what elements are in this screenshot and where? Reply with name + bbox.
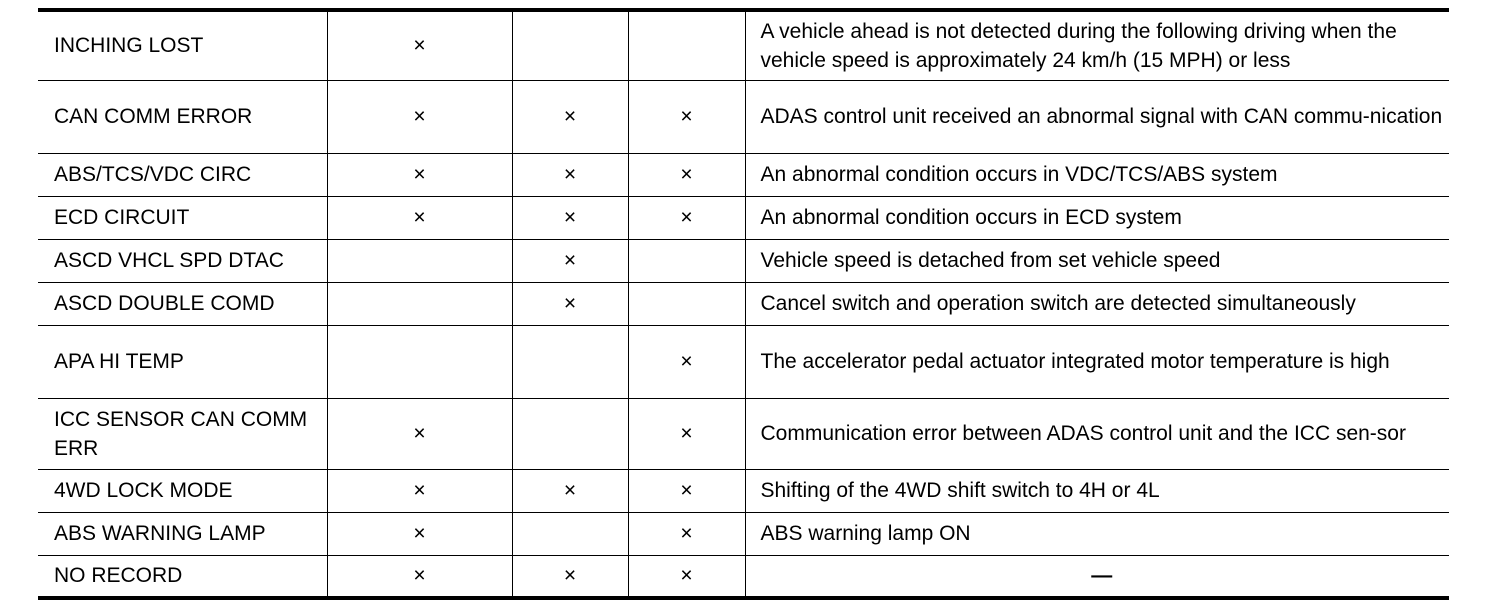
item-name: ABS/TCS/VDC CIRC	[38, 153, 327, 196]
table-row	[38, 325, 1449, 398]
item-name: NO RECORD	[54, 564, 183, 588]
item-description: Vehicle speed is detached from set vehicle speed	[745, 239, 1449, 282]
table-row	[38, 555, 1449, 598]
mark-col-1: ×	[327, 10, 512, 80]
mark-col-2: ×	[512, 153, 628, 196]
table-row	[38, 469, 1449, 512]
mark-col-1: ×	[327, 555, 512, 598]
mark-col-1: ×	[327, 398, 512, 469]
item-description: —	[745, 555, 1449, 598]
table-row	[38, 80, 1449, 153]
mark-col-1: ×	[327, 80, 512, 153]
item-name: ASCD DOUBLE COMD	[38, 282, 327, 325]
item-name: CAN COMM ERROR	[38, 80, 327, 153]
mark-col-1: ×	[327, 512, 512, 555]
item-name: ABS WARNING LAMP	[38, 512, 327, 555]
mark-col-1: ×	[327, 196, 512, 239]
mark-col-2: ×	[512, 239, 628, 282]
item-description: Shifting of the 4WD shift switch to 4H or 4L	[745, 469, 1449, 512]
mark-col-2	[512, 512, 628, 555]
item-description: ABS warning lamp ON	[745, 512, 1449, 555]
item-description: Cancel switch and operation switch are detected simultaneously	[745, 282, 1449, 325]
item-description: An abnormal condition occurs in VDC/TCS/ABS system	[745, 153, 1449, 196]
mark-col-1	[327, 239, 512, 282]
mark-col-1	[327, 282, 512, 325]
table-row	[38, 282, 1449, 325]
mark-col-3: ×	[628, 153, 745, 196]
mark-col-3	[628, 282, 745, 325]
mark-col-1: ×	[327, 469, 512, 512]
diagnosis-table	[38, 8, 1449, 600]
mark-col-3	[628, 10, 745, 80]
table-row	[38, 196, 1449, 239]
mark-col-3: ×	[628, 398, 745, 469]
item-name: ASCD VHCL SPD DTAC	[38, 239, 327, 282]
mark-col-2	[512, 398, 628, 469]
item-description: A vehicle ahead is not detected during the following driving when the vehicle speed is approximately 24 km/h (15 MPH) or less	[745, 10, 1449, 80]
item-name: INCHING LOST	[38, 10, 327, 80]
mark-col-2: ×	[512, 469, 628, 512]
item-name: APA HI TEMP	[38, 325, 327, 398]
item-description: An abnormal condition occurs in ECD system	[745, 196, 1449, 239]
item-name: ICC SENSOR CAN COMM ERR	[38, 398, 327, 469]
mark-col-3: ×	[628, 512, 745, 555]
mark-col-2: ×	[512, 282, 628, 325]
mark-col-2: ×	[512, 80, 628, 153]
mark-col-3: ×	[628, 555, 745, 598]
item-description: ADAS control unit received an abnormal signal with CAN commu-nication	[745, 80, 1449, 153]
mark-col-1: ×	[327, 153, 512, 196]
mark-col-2	[512, 10, 628, 80]
table-row	[38, 512, 1449, 555]
item-description: Communication error between ADAS control unit and the ICC sen-sor	[745, 398, 1449, 469]
mark-col-3: ×	[628, 80, 745, 153]
table-row	[38, 239, 1449, 282]
mark-col-3: ×	[628, 325, 745, 398]
table-row	[38, 10, 1449, 80]
mark-col-2: ×	[512, 555, 628, 598]
item-name: ECD CIRCUIT	[38, 196, 327, 239]
mark-col-3	[628, 239, 745, 282]
mark-col-3: ×	[628, 196, 745, 239]
item-description: The accelerator pedal actuator integrated motor temperature is high	[745, 325, 1449, 398]
mark-col-3: ×	[628, 469, 745, 512]
item-name: 4WD LOCK MODE	[38, 469, 327, 512]
mark-col-2: ×	[512, 196, 628, 239]
table-row	[38, 153, 1449, 196]
mark-col-2	[512, 325, 628, 398]
table-row	[38, 398, 1449, 469]
mark-col-1	[327, 325, 512, 398]
